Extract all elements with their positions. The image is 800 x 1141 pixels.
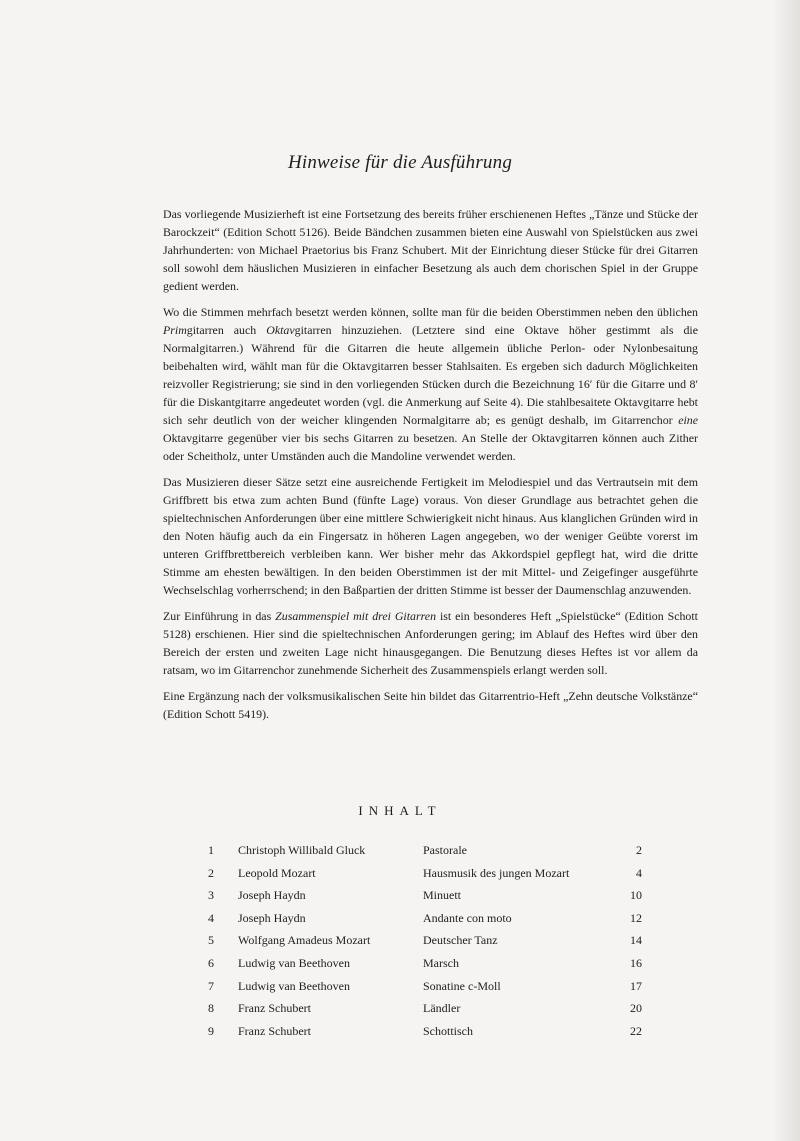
paragraph: [163, 205, 698, 295]
contents-row: [208, 956, 642, 979]
contents-row: [208, 1024, 642, 1047]
contents-work: Sonatine c-Moll: [423, 978, 501, 993]
contents-work: Ländler: [423, 1001, 461, 1016]
contents-work: Hausmusik des jungen Mozart: [423, 865, 570, 880]
contents-row: [208, 911, 642, 934]
contents-composer: Leopold Mozart: [238, 865, 316, 880]
contents-work: Deutscher Tanz: [423, 933, 498, 948]
contents-number: 1: [208, 843, 214, 857]
paragraph: [163, 607, 698, 679]
text-run: Das Musizieren dieser Sätze setzt eine ausreichende Fertigkeit im Melodiespiel und das Vertrautsein mit dem Griffbrett bis etwa zum achten Bund (fünfte Lage) voraus. Von dieser Grundlage aus betrachtet gehen die spieltechnischen Anforderungen über eine mittlere Schwierigkeit nicht hinaus. Aus klanglichen Gründen wird in den Noten häufig auch da ein Fingersatz in höheren Lagen angegeben, wo der weniger Geübte vorerst im unteren Griffbrettbereich verbleiben kann. Wer bisher mehr das Akkordspiel gepflegt hat, wird die dritte Stimme am ehesten bewältigen. In den beiden Oberstimmen ist der mit Mittel- und Zeigefinger ausgeführte Wechselschlag vorherrschend; in den Baßpartien der dritten Stimme ist besser der Daumenschlag anzuwenden.: [163, 475, 698, 597]
contents-number: 9: [208, 1023, 214, 1038]
contents-page: 12: [630, 910, 642, 925]
contents-number: 5: [208, 933, 214, 948]
contents-composer: Joseph Haydn: [238, 910, 306, 925]
contents-number: 4: [208, 910, 214, 925]
contents-number: 8: [208, 1001, 214, 1016]
contents-page: 14: [630, 933, 642, 948]
contents-work: Schottisch: [423, 1023, 473, 1038]
contents-composer: Ludwig van Beethoven: [238, 955, 350, 970]
paragraph: [163, 303, 698, 465]
text-run: gitarren hinzuziehen. (Letztere sind eine Oktave höher gestimmt als die Normalgitarren.) Während für die Gitarren die heute allgemein übliche Perlon- oder Nylonbesaitung beibehalten wird, wählt man für die Oktavgitarren besser Stahlsaiten. Es ergeben sich dadurch Möglichkeiten reizvoller Registrierung; sie sind in den vorliegenden Stücken durch die Bezeichnung 16′ für die Gitarre und 8′ für die Diskantgitarre angedeutet worden (vgl. die Anmerkung auf Seite 4). Die stahlbesaitete Oktavgitarre hebt sich sehr deutlich von der weicher klingenden Normalgitarre ab; es genügt deshalb, im Gitarrenchor: [163, 323, 698, 427]
text-run: gitarren auch: [186, 323, 267, 337]
italic-text: Oktav: [266, 323, 295, 337]
text-run: Das vorliegende Musizierheft ist eine Fortsetzung des bereits früher erschienenen Heftes „Tänze und Stücke der Barockzeit“ (Edition Schott 5126). Beide Bändchen zusammen bieten eine Auswahl von Spielstücken aus zwei Jahrhunderten: von Michael Praetorius bis Franz Schubert. Mit der Einrichtung dieser Stücke für drei Gitarren soll sowohl dem häuslichen Musizieren in einfacher Besetzung als auch dem chorischen Spiel in der Gruppe gedient werden.: [163, 207, 698, 293]
contents-table: [208, 843, 642, 1046]
contents-composer: Christoph Willibald Gluck: [238, 843, 366, 857]
contents-work: Minuett: [423, 888, 461, 903]
contents-row: [208, 979, 642, 1002]
contents-number: 6: [208, 955, 214, 970]
contents-number: 2: [208, 865, 214, 880]
contents-page: 20: [630, 1001, 642, 1016]
contents-heading: INHALT: [358, 803, 442, 818]
text-run: Wo die Stimmen mehrfach besetzt werden können, sollte man für die beiden Oberstimmen neben den üblichen: [163, 305, 698, 319]
contents-composer: Franz Schubert: [238, 1001, 311, 1016]
contents-composer: Joseph Haydn: [238, 888, 306, 903]
contents-row: [208, 866, 642, 889]
contents-composer: Wolfgang Amadeus Mozart: [238, 933, 371, 948]
contents-composer: Franz Schubert: [238, 1023, 311, 1038]
contents-page: 2: [636, 843, 642, 857]
text-run: Eine Ergänzung nach der volksmusikalischen Seite hin bildet das Gitarrentrio-Heft „Zehn deutsche Volkstänze“ (Edition Schott 5419).: [163, 689, 698, 721]
contents-page: 16: [630, 955, 642, 970]
contents-row: [208, 1001, 642, 1024]
contents-page: 4: [636, 865, 642, 880]
body-text: [163, 205, 698, 731]
text-run: Zur Einführung in das: [163, 609, 276, 623]
italic-text: eine: [678, 413, 698, 427]
contents-number: 3: [208, 888, 214, 903]
contents-row: [208, 843, 642, 866]
contents-work: Marsch: [423, 955, 459, 970]
contents-number: 7: [208, 978, 214, 993]
page-edge-shadow: [772, 0, 800, 1141]
italic-text: Prim: [163, 323, 187, 337]
contents-page: 10: [630, 888, 642, 903]
contents-page: 22: [630, 1023, 642, 1038]
paragraph: [163, 687, 698, 723]
paragraph: [163, 473, 698, 599]
contents-work: Pastorale: [423, 843, 467, 857]
contents-composer: Ludwig van Beethoven: [238, 978, 350, 993]
contents-row: [208, 933, 642, 956]
italic-text: Zusammenspiel mit drei Gitarren: [275, 609, 437, 623]
page-title: Hinweise für die Ausführung: [287, 152, 513, 173]
text-run: Oktavgitarre gegenüber vier bis sechs Gitarren zu besetzen. An Stelle der Oktavgitarren können auch Zither oder Scheitholz, unter Umständen auch die Mandoline verwendet werden.: [163, 431, 698, 463]
contents-row: [208, 888, 642, 911]
contents-page: 17: [630, 978, 642, 993]
text-run: ist ein besonderes Heft „Spielstücke“ (Edition Schott 5128) erschienen. Hier sind die spieltechnischen Anforderungen gering; im Ablauf des Heftes wird über den Bereich der ersten und zweiten Lage nicht hinausgegangen. Die Benutzung dieses Heftes ist vor allem da ratsam, wo im Gitarrenchor zunehmende Sicherheit des Zusammenspiels erlangt werden soll.: [163, 609, 698, 677]
contents-work: Andante con moto: [423, 910, 512, 925]
